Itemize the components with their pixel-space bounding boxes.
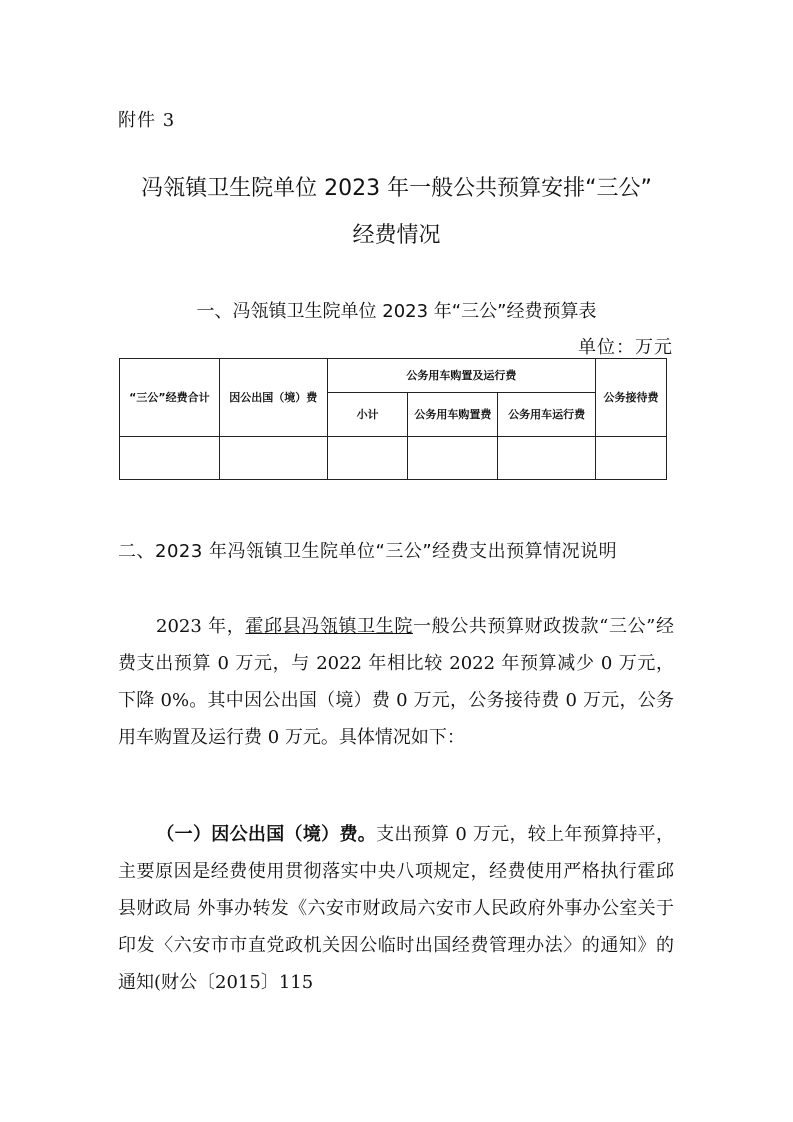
cell-subtotal [327,437,408,480]
document-title-line1: 冯瓴镇卫生院单位 2023 年一般公共预算安排“三公” [141,176,652,201]
cell-total [120,437,220,480]
header-operation: 公务用车运行费 [498,393,596,437]
cell-abroad [219,437,327,480]
paragraph-abroad [118,816,674,1001]
p1-body: 一般公共预算财政拨款“三公”经费支出预算 0 万元，与 2022 年相比较 2022 年预算减少 0 万元，下降 0%。其中因公出国（境）费 0 万元，公务接待费 0 万元，公务用车购置及运行费 0 万元。具体情况如下： [118,616,675,748]
document-title-line2: 经费情况 [352,223,441,248]
p1-year: 2023 年， [156,616,246,637]
cell-reception [596,437,667,480]
header-subtotal: 小计 [327,393,408,437]
header-vehicle: 公务用车购置及运行费 [327,359,595,393]
header-reception: 公务接待费 [596,359,667,437]
header-purchase: 公务用车购置费 [408,393,498,437]
paragraph-overview [118,608,674,756]
p2-lead: （一）因公出国（境）费。 [156,824,377,845]
cell-purchase [408,437,498,480]
header-abroad: 因公出国（境）费 [219,359,327,437]
attachment-label: 附件 3 [118,110,176,131]
section1-heading: 一、冯瓴镇卫生院单位 2023 年“三公”经费预算表 [196,301,597,322]
cell-operation [498,437,596,480]
p1-unit-name: 霍邱县冯瓴镇卫生院 [245,616,413,637]
unit-label: 单位：万元 [578,337,673,358]
budget-table [119,358,667,480]
table-row [120,437,667,480]
p2-body: 支出预算 0 万元，较上年预算持平，主要原因是经费使用贯彻落实中央八项规定，经费使用严格执行霍邱县财政局 外事办转发《六安市财政局六安市人民政府外事办公室关于印发〈六安市市直党政机关因公临时出国经费管理办法〉的通知》的通知(财公〔2015〕115 [118,824,674,993]
header-total: “三公”经费合计 [120,359,220,437]
table-header-row [120,359,667,393]
section2-heading: 二、2023 年冯瓴镇卫生院单位“三公”经费支出预算情况说明 [118,541,618,562]
